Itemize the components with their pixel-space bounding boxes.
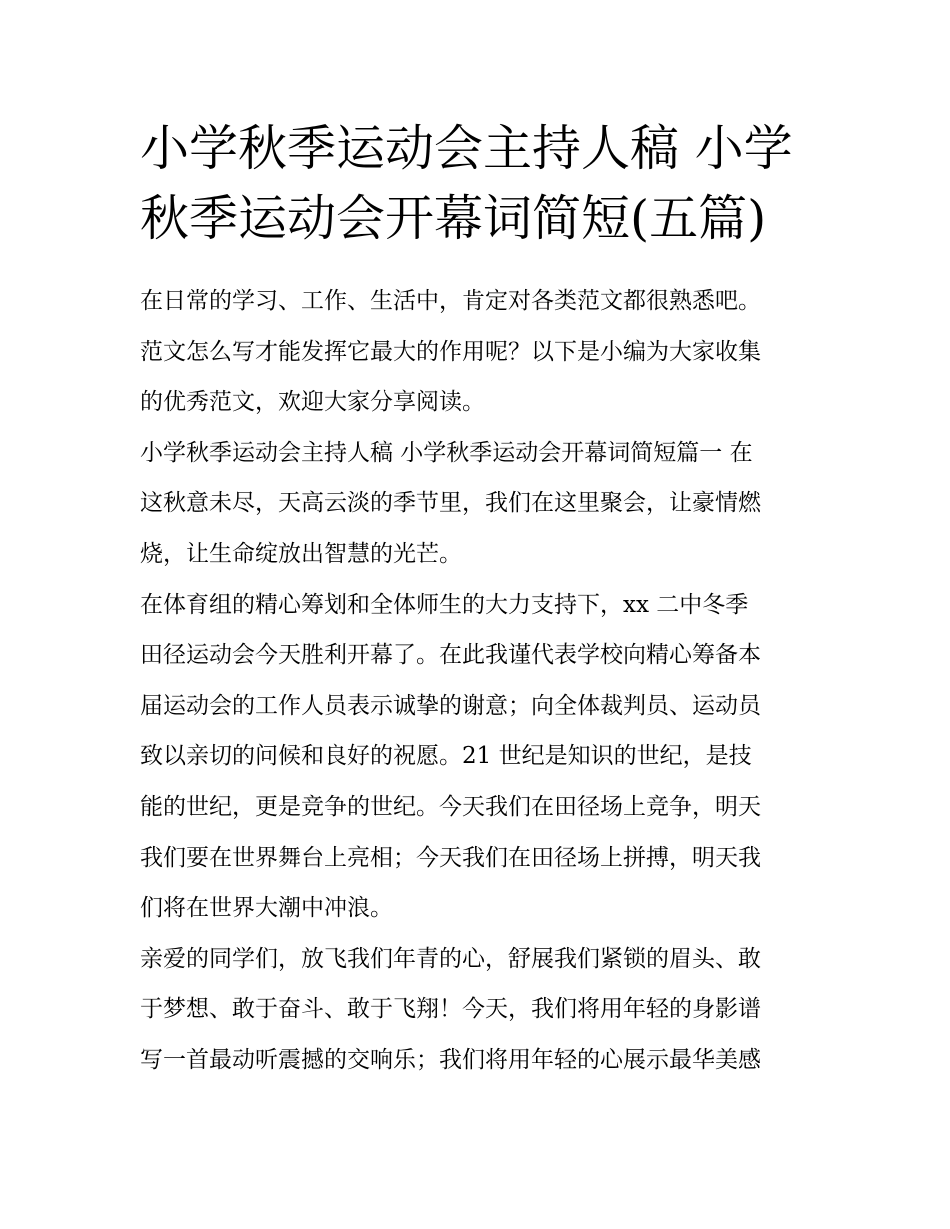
text-line: 烧，让生命绽放出智慧的光芒。 <box>140 540 462 567</box>
text-line: 亲爱的同学们，放飞我们年青的心，舒展我们紧锁的眉头、敢 <box>140 945 761 972</box>
paragraph-students <box>140 934 840 1086</box>
text-line: 能的世纪，更是竞争的世纪。今天我们在田径场上竞争，明天 <box>140 793 761 820</box>
document-title <box>140 114 830 254</box>
text-line: 范文怎么写才能发挥它最大的作用呢？以下是小编为大家收集 <box>140 338 761 365</box>
text-line: 田径运动会今天胜利开幕了。在此我谨代表学校向精心筹备本 <box>140 642 761 669</box>
text-line: 届运动会的工作人员表示诚挚的谢意；向全体裁判员、运动员 <box>140 692 761 719</box>
text-line: 致以亲切的问候和良好的祝愿。21 世纪是知识的世纪，是技 <box>140 743 752 770</box>
text-line: 小学秋季运动会主持人稿 小学秋季运动会开幕词简短篇一 在 <box>140 439 753 466</box>
text-line: 写一首最动听震撼的交响乐；我们将用年轻的心展示最华美感 <box>140 1046 761 1073</box>
paragraph-section-one <box>140 428 840 580</box>
text-line: 这秋意未尽，天高云淡的季节里，我们在这里聚会，让豪情燃 <box>140 490 761 517</box>
paragraph-opening <box>140 580 840 934</box>
text-line: 们将在世界大潮中冲浪。 <box>140 895 393 922</box>
paragraph-intro <box>140 276 840 428</box>
text-line: 的优秀范文，欢迎大家分享阅读。 <box>140 389 485 416</box>
text-line: 在体育组的精心筹划和全体师生的大力支持下，xx 二中冬季 <box>140 591 749 618</box>
title-line: 小学秋季运动会主持人稿 小学 <box>140 120 793 177</box>
text-line: 在日常的学习、工作、生活中，肯定对各类范文都很熟悉吧。 <box>140 288 761 314</box>
text-line: 我们要在世界舞台上亮相；今天我们在田径场上拼搏，明天我 <box>140 844 761 871</box>
text-line: 于梦想、敢于奋斗、敢于飞翔！今天，我们将用年轻的身影谱 <box>140 996 761 1023</box>
document-body <box>140 276 840 1086</box>
title-line: 秋季运动会开幕词简短(五篇) <box>140 190 767 247</box>
